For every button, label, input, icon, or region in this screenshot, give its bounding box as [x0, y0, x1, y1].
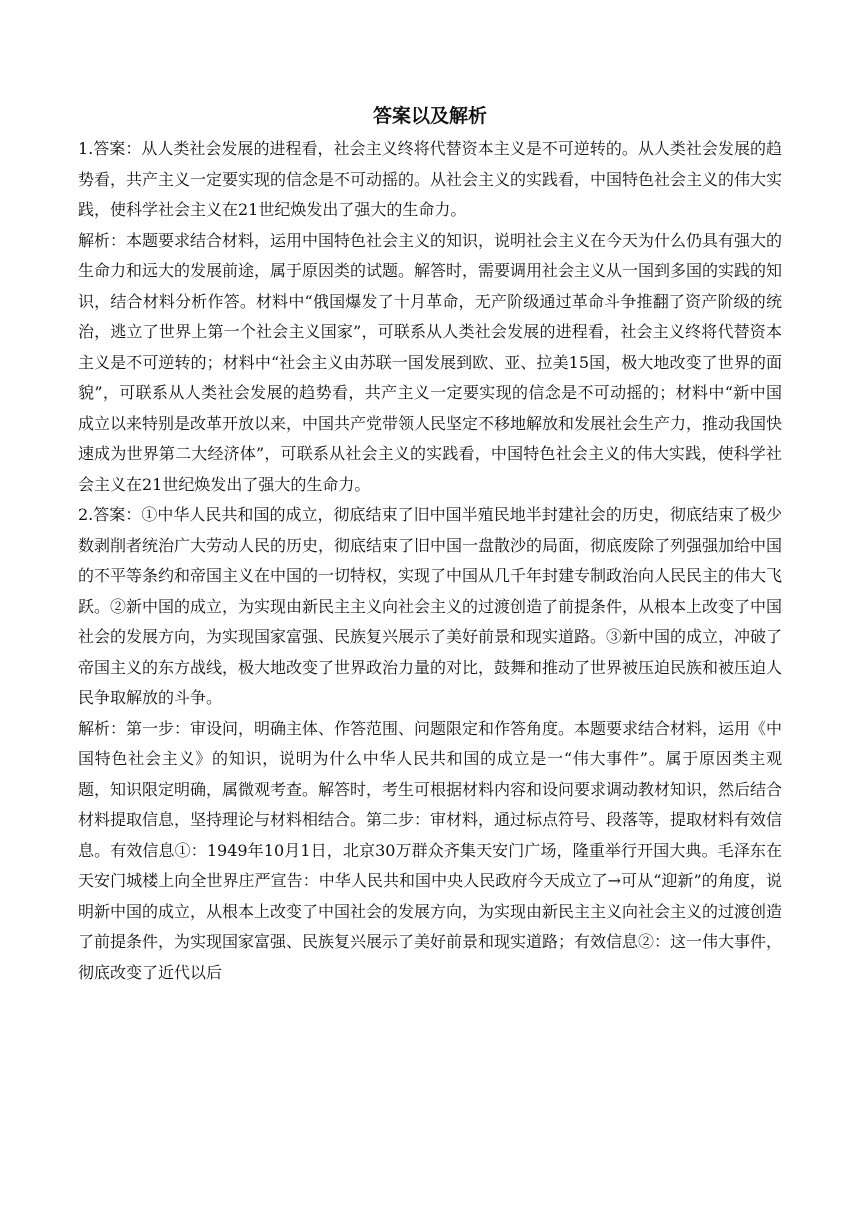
analysis-2-paragraph: 解析：第一步：审设问，明确主体、作答范围、问题限定和作答角度。本题要求结合材料，运用《中国特色社会主义》的知识，说明为什么中华人民共和国的成立是一“伟大事件”。属于原因类主观题，知识限定明确，属微观考查。解答时，考生可根据材料内容和设问要求调动教材知识，然后结合材料提取信息，坚持理论与材料相结合。第二步：审材料，通过标点符号、段落等，提取材料有效信息。有效信息①：1949年10月1日，北京30万群众齐集天安门广场，隆重举行开国大典。毛泽东在天安门城楼上向全世界庄严宣告：中华人民共和国中央人民政府今天成立了→可从“迎新”的角度，说明新中国的成立，从根本上改变了中国社会的发展方向，为实现由新民主主义向社会主义的过渡创造了前提条件，为实现国家富强、民族复兴展示了美好前景和现实道路；有效信息②：这一伟大事件，彻底改变了近代以后	[78, 718, 783, 982]
page-title: 答案以及解析	[372, 105, 487, 127]
analysis-1-paragraph: 解析：本题要求结合材料，运用中国特色社会主义的知识，说明社会主义在今天为什么仍具有强大的生命力和远大的发展前途，属于原因类的试题。解答时，需要调用社会主义从一国到多国的实践的知识，结合材料分析作答。材料中“俄国爆发了十月革命，无产阶级通过革命斗争推翻了资产阶级的统治，逃立了世界上第一个社会主义国家”，可联系从人类社会发展的进程看，社会主义终将代替资本主义是不可逆转的；材料中“社会主义由苏联一国发展到欧、亚、拉美15国，极大地改变了世界的面貌”，可联系从人类社会发展的趋势看，共产主义一定要实现的信念是不可动摇的；材料中“新中国成立以来特别是改革开放以来，中国共产党带领人民坚定不移地解放和发展社会生产力，推动我国快速成为世界第二大经济体”，可联系从社会主义的实践看，中国特色社会主义的伟大实践，使科学社会主义在21世纪焕发出了强大的生命力。	[78, 230, 783, 494]
document-page	[78, 98, 782, 988]
answer-2-paragraph: 2.答案：①中华人民共和国的成立，彻底结束了旧中国半殖民地半封建社会的历史，彻底结束了极少数剥削者统治广大劳动人民的历史，彻底结束了旧中国一盘散沙的局面，彻底废除了列强强加给中国的不平等条约和帝国主义在中国的一切特权，实现了中国从几千年封建专制政治向人民民主的伟大飞跃。②新中国的成立，为实现由新民主主义向社会主义的过渡创造了前提条件，从根本上改变了中国社会的发展方向，为实现国家富强、民族复兴展示了美好前景和现实道路。③新中国的成立，冲破了帝国主义的东方战线，极大地改变了世界政治力量的对比，鼓舞和推动了世界被压迫民族和被压迫人民争取解放的斗争。	[78, 505, 783, 707]
answer-1-paragraph: 1.答案：从人类社会发展的进程看，社会主义终将代替资本主义是不可逆转的。从人类社会发展的趋势看，共产主义一定要实现的信念是不可动摇的。从社会主义的实践看，中国特色社会主义的伟大实践，使科学社会主义在21世纪焕发出了强大的生命力。	[78, 139, 783, 219]
